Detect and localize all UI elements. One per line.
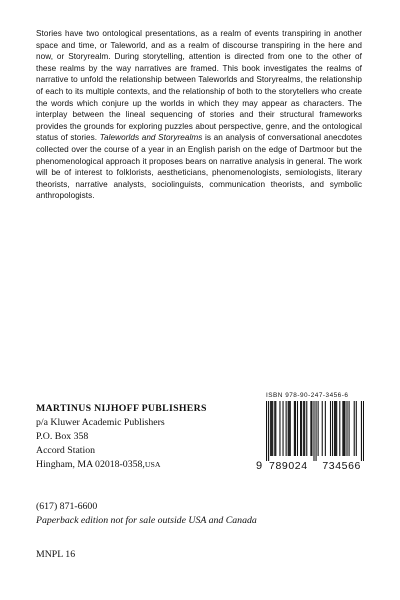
blurb-text-2: is an analysis of conversational anecdotes collected over the course of a year in an English parish on the edge of Dartmoor but the phenomenological approach it proposes bears on narrative analysis in general. The work will be of interest to folklorists, aestheticians, phenomenologists, semiologists, literary theorists, narrative analysts, sociolinguists, communication theorists, and symbolic anthropologists. (36, 133, 362, 201)
barcode-bar (336, 401, 337, 456)
barcode-bar (286, 401, 287, 456)
barcode-row (256, 401, 364, 472)
barcode-bar (342, 401, 343, 456)
publisher-line-2: P.O. Box 358 (36, 431, 89, 442)
barcode-bar (304, 401, 305, 456)
barcode-bar (275, 401, 276, 456)
barcode-guard-bar (363, 401, 364, 461)
barcode-bar (272, 401, 273, 456)
publisher-line-1: p/a Kluwer Academic Publishers (36, 417, 165, 428)
barcode-bar (288, 401, 289, 456)
publisher-line-3: Accord Station (36, 445, 96, 456)
barcode-bar (310, 401, 311, 456)
barcode-bar (354, 401, 355, 456)
barcode-bar (270, 401, 271, 456)
blurb-text-1: Stories have two ontological presentations, as a realm of events transpiring in another space and time, or Taleworld, and as a realm of discourse transpiring in the here and now, or Storyrealm. During storytelling, attention is directed from one to the other of these realms by the way narratives are framed. This book investigates the realms of narrative to unfold the relationship between Taleworlds and Storyrealms, the relationship of each to its multiple contexts, and the relationship of both to the storytellers who create the words which conjure up the worlds in which they may appear as characters. The interplay between the lineal sequencing of stories and their structural frameworks provides the grounds for exploring puzzles about perspective, genre, and the ontological status of stories. (36, 29, 362, 143)
barcode-bar (334, 401, 335, 456)
barcode-bar (283, 401, 284, 456)
barcode-bar (306, 401, 307, 456)
barcode-bar (297, 401, 298, 456)
publisher-city: Hingham, MA 02018-0358, (36, 459, 145, 470)
barcode-bars (266, 401, 364, 461)
barcode-bar (301, 401, 302, 456)
publisher-name: MARTINUS NIJHOFF PUBLISHERS (36, 403, 207, 414)
barcode-bar (335, 401, 336, 456)
barcode-bar (339, 401, 340, 456)
barcode-bar (279, 401, 280, 456)
barcode-lead-digit: 9 (256, 460, 263, 472)
blurb-book-title: Taleworlds and Storyrealms (99, 133, 203, 143)
barcode-bar (344, 401, 345, 456)
barcode-bar (311, 401, 312, 456)
barcode-bar (271, 401, 272, 456)
barcode-digits (266, 461, 364, 472)
isbn-barcode (256, 392, 364, 472)
isbn-label: ISBN 978-90-247-3456-6 (266, 392, 349, 399)
barcode-guard-bar (316, 401, 317, 461)
barcode-bar (274, 401, 275, 456)
barcode-bar (349, 401, 350, 456)
publisher-line-4 (36, 458, 207, 472)
barcode-bar (332, 401, 333, 456)
back-cover-blurb (36, 28, 362, 202)
barcode-bar (322, 401, 323, 456)
edition-note: Paperback edition not for sale outside USA and Canada (36, 514, 257, 526)
barcode-left-digits: 789024 (269, 460, 308, 472)
barcode-bar (295, 401, 296, 456)
blurb-paragraph (36, 28, 362, 202)
barcode-bar (346, 401, 347, 456)
contact-info (36, 500, 257, 527)
barcode-bar (343, 401, 344, 456)
barcode-right-digits: 734566 (322, 460, 361, 472)
publisher-country: USA (144, 460, 161, 469)
barcode-guard-bar (268, 401, 269, 461)
barcode-bar (289, 401, 290, 456)
barcode-bar (294, 401, 295, 456)
barcode-bar (325, 401, 326, 456)
publisher-address (36, 402, 207, 472)
barcode-guard-bar (361, 401, 362, 461)
barcode-bar (303, 401, 304, 456)
barcode-guard-bar (313, 401, 314, 461)
phone-number: (617) 871-6600 (36, 501, 98, 512)
barcode-bar (330, 401, 331, 456)
series-code: MNPL 16 (36, 549, 76, 560)
barcode-bar (300, 401, 301, 456)
barcode-bar (318, 401, 319, 456)
barcode-guard-bar (266, 401, 267, 461)
barcode-bar (290, 401, 291, 456)
barcode-column (266, 401, 364, 472)
barcode-bar (356, 401, 357, 456)
